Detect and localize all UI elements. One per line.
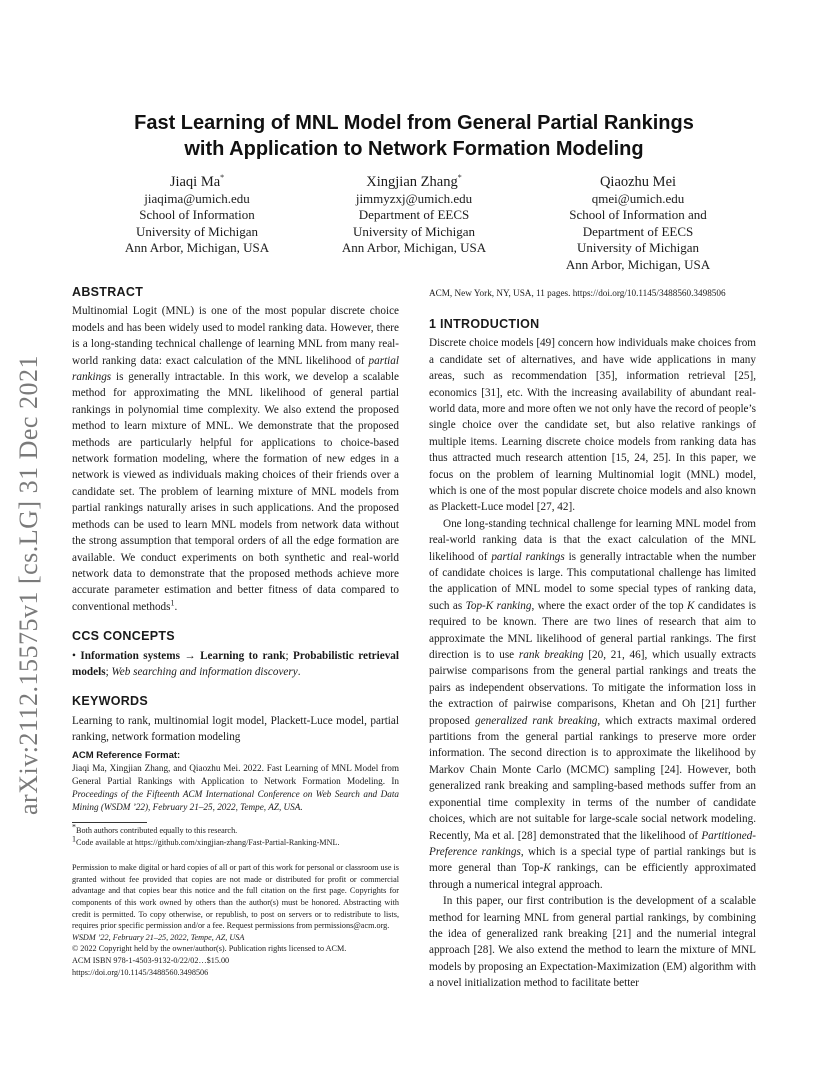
acm-reference-continued: ACM, New York, NY, USA, 11 pages. https://doi.org/10.1145/3488560.3498506 (429, 288, 726, 298)
footnote-1: *Both authors contributed equally to this research. (72, 822, 238, 836)
right-column (429, 287, 756, 992)
title-line-2: with Application to Network Formation Modeling (184, 138, 644, 160)
ccs-heading: CCS CONCEPTS (72, 629, 175, 644)
abstract-heading: ABSTRACT (72, 285, 144, 299)
author-name: Qiaozhu Mei (599, 174, 677, 190)
intro-paragraph-2: One long-standing technical challenge for learning MNL model from real-world ranking data is that the exact calculation of the MNL likelihood of partial rankings is generally intractable when the number of candidate choices is large. This computational challenge has limited the application of MNL model to some special types of ranking data, such as Top-K ranking, where the exact order of the top K candidates is required to be known. There are two lines of research that aim to approximate the MNL likelihood of general partial rankings. The first direction is to use rank breaking [20, 21, 46], which usually extracts pairwise comparisons from the general partial rankings and treats the pairs as independent observations. To mitigate the information loss in the extraction of pairwise comparisons, Khetan and Oh [21] further proposed generalized rank breaking, which extracts maximal ordered partitions from the general partial rankings to preserve more order information. The second direction is to approximate the likelihood by Markov Chain Monte Carlo (MCMC) sampling [24]. However, both generalized rank breaking and sampling-based methods suffer from an exponential time complexity in terms of the number of candidate choices, which are not suitable for large-scale social network modeling. Recently, Ma et al. [28] demonstrated that the likelihood of Partitioned-Preference rankings, which is a special type of partial rankings but is more general than Top-K rankings, can be efficiently approximated through a numerical integral approach. (429, 517, 757, 891)
footnotes (72, 822, 399, 848)
author-affiliation: Ann Arbor, Michigan, USA (565, 256, 711, 272)
permission-block (72, 862, 399, 978)
intro-paragraph-3: In this paper, our first contribution is the development of a scalable method for learning MNL from general partial rankings, by combining the idea of generalized rank breaking [21] and the numerial integral approach [28]. We also extend the method to learn the mixture of MNL models by proposing an Expectation-Maximization (EM) algorithm with a novel initialization method to facilitate better (429, 895, 756, 990)
author-email[interactable]: qmei@umich.edu (591, 190, 685, 206)
keywords-text: Learning to rank, multinomial logit model, Plackett-Luce model, partial ranking, network formation modeling (72, 714, 399, 744)
author-name: Xingjian Zhang (366, 174, 458, 190)
author-mark: * (220, 173, 225, 183)
venue-line: WSDM ’22, February 21–25, 2022, Tempe, AZ, USA (72, 932, 245, 942)
arxiv-stamp: arXiv:2112.15575v1 [cs.LG] 31 Dec 2021 (14, 355, 43, 815)
keywords-heading: KEYWORDS (72, 694, 149, 709)
author-email[interactable]: jimmyzxj@umich.edu (355, 190, 473, 206)
author-email[interactable]: jiaqima@umich.edu (144, 190, 250, 206)
author-affiliation: University of Michigan (576, 240, 700, 255)
acm-reference-heading: ACM Reference Format: (72, 749, 181, 761)
copyright-line: © 2022 Copyright held by the owner/author(s). Publication rights licensed to ACM. (72, 944, 347, 954)
ccs-text: • Information systems → Learning to rank; Probabilistic retrieval models; Web searching and information discovery. (72, 649, 400, 678)
author-affiliation: Department of EECS (582, 223, 694, 239)
author-affiliation: University of Michigan (352, 223, 476, 239)
author-mark: * (457, 173, 462, 183)
author-affiliation: School of Information and (569, 207, 707, 222)
paper-title (60, 110, 768, 162)
doi-link[interactable]: https://doi.org/10.1145/3488560.3498506 (72, 967, 209, 977)
title-line-1: Fast Learning of MNL Model from General Partial Rankings (134, 112, 694, 134)
footnote-2: 1Code available at https://github.com/xingjian-zhang/Fast-Partial-Ranking-MNL. (72, 833, 340, 847)
acm-reference (72, 750, 399, 815)
intro-heading: 1 INTRODUCTION (429, 316, 540, 331)
permission-text: Permission to make digital or hard copies of all or part of this work for personal or classroom use is granted without fee provided that copies are not made or distributed for profit or commercial advantage and that copies bear this notice and the full citation on the first page. Copyrights for components of this work owned by others than the author(s) must be honored. Abstracting with credit is permitted. To copy otherwise, or republish, to post on servers or to redistribute to lists, requires prior specific permission and/or a fee. Request permissions from permissions@acm.org. (72, 863, 399, 931)
acm-reference-text: Jiaqi Ma, Xingjian Zhang, and Qiaozhu Mei. 2022. Fast Learning of MNL Model from General Partial Rankings with Application to Network Formation Modeling. In Proceedings of the Fifteenth ACM International Conference on Web Search and Data Mining (WSDM ’22), February 21–25, 2022, Tempe, AZ, USA. (72, 763, 399, 813)
author-affiliation: University of Michigan (135, 223, 259, 239)
author-affiliation: Ann Arbor, Michigan, USA (341, 240, 487, 255)
author-affiliation: School of Information (139, 207, 255, 222)
footnote-rule (72, 822, 147, 823)
author-block-2 (320, 174, 508, 257)
left-column (72, 284, 399, 978)
author-name: Jiaqi Ma (169, 174, 221, 190)
author-block-3 (544, 174, 732, 273)
isbn-line: ACM ISBN 978-1-4503-9132-0/22/02…$15.00 (72, 956, 230, 966)
author-block-1 (103, 174, 291, 257)
abstract-text: Multinomial Logit (MNL) is one of the most popular discrete choice models and has been widely used to model ranking data. However, there is a long-standing technical challenge of learning MNL from many real-world ranking data: exact calculation of the MNL likelihood of partial rankings is generally intractable. In this work, we develop a scalable method for approximating the MNL likelihood of general partial rankings in polynomial time complexity. We also extend the proposed method to learn mixture of MNL. We demonstrate that the proposed methods are particularly helpful for applications to choice-based network formation modeling, where the formation of new edges in a network is viewed as individuals making choices of their friends over a candidate set. The problem of learning mixture of MNL models from partial rankings naturally arises in such applications. And the proposed methods can be used to learn MNL models from network data without the strong assumption that temporal orders of all the edge formation are available. We conduct experiments on both synthetic and real-world network data to demonstrate that the proposed methods achieve more accurate parameter estimation and better fitness of data compared to conventional methods$^1$. (72, 305, 399, 613)
author-affiliation: Ann Arbor, Michigan, USA (124, 240, 270, 255)
intro-paragraph-1: Discrete choice models [49] concern how individuals make choices from a candidate set of alternatives, and have wide applications in many areas, such as recommendation [35], information retrieval [25], economics [31], etc. With the increasing availability of abundant real-world data, more and more often we not only have the record of people’s single choice over the candidate set, but also relative rankings of multiple items. Learning discrete choice models from ranking data has thus attracted much research attention [15, 24, 25]. In this paper, we focus on the problem of learning Multinomial logit (MNL) model, which is one of the most popular discrete choice models and also known as Plackett-Luce model [27, 42]. (429, 337, 756, 514)
author-affiliation: Department of EECS (358, 207, 470, 222)
